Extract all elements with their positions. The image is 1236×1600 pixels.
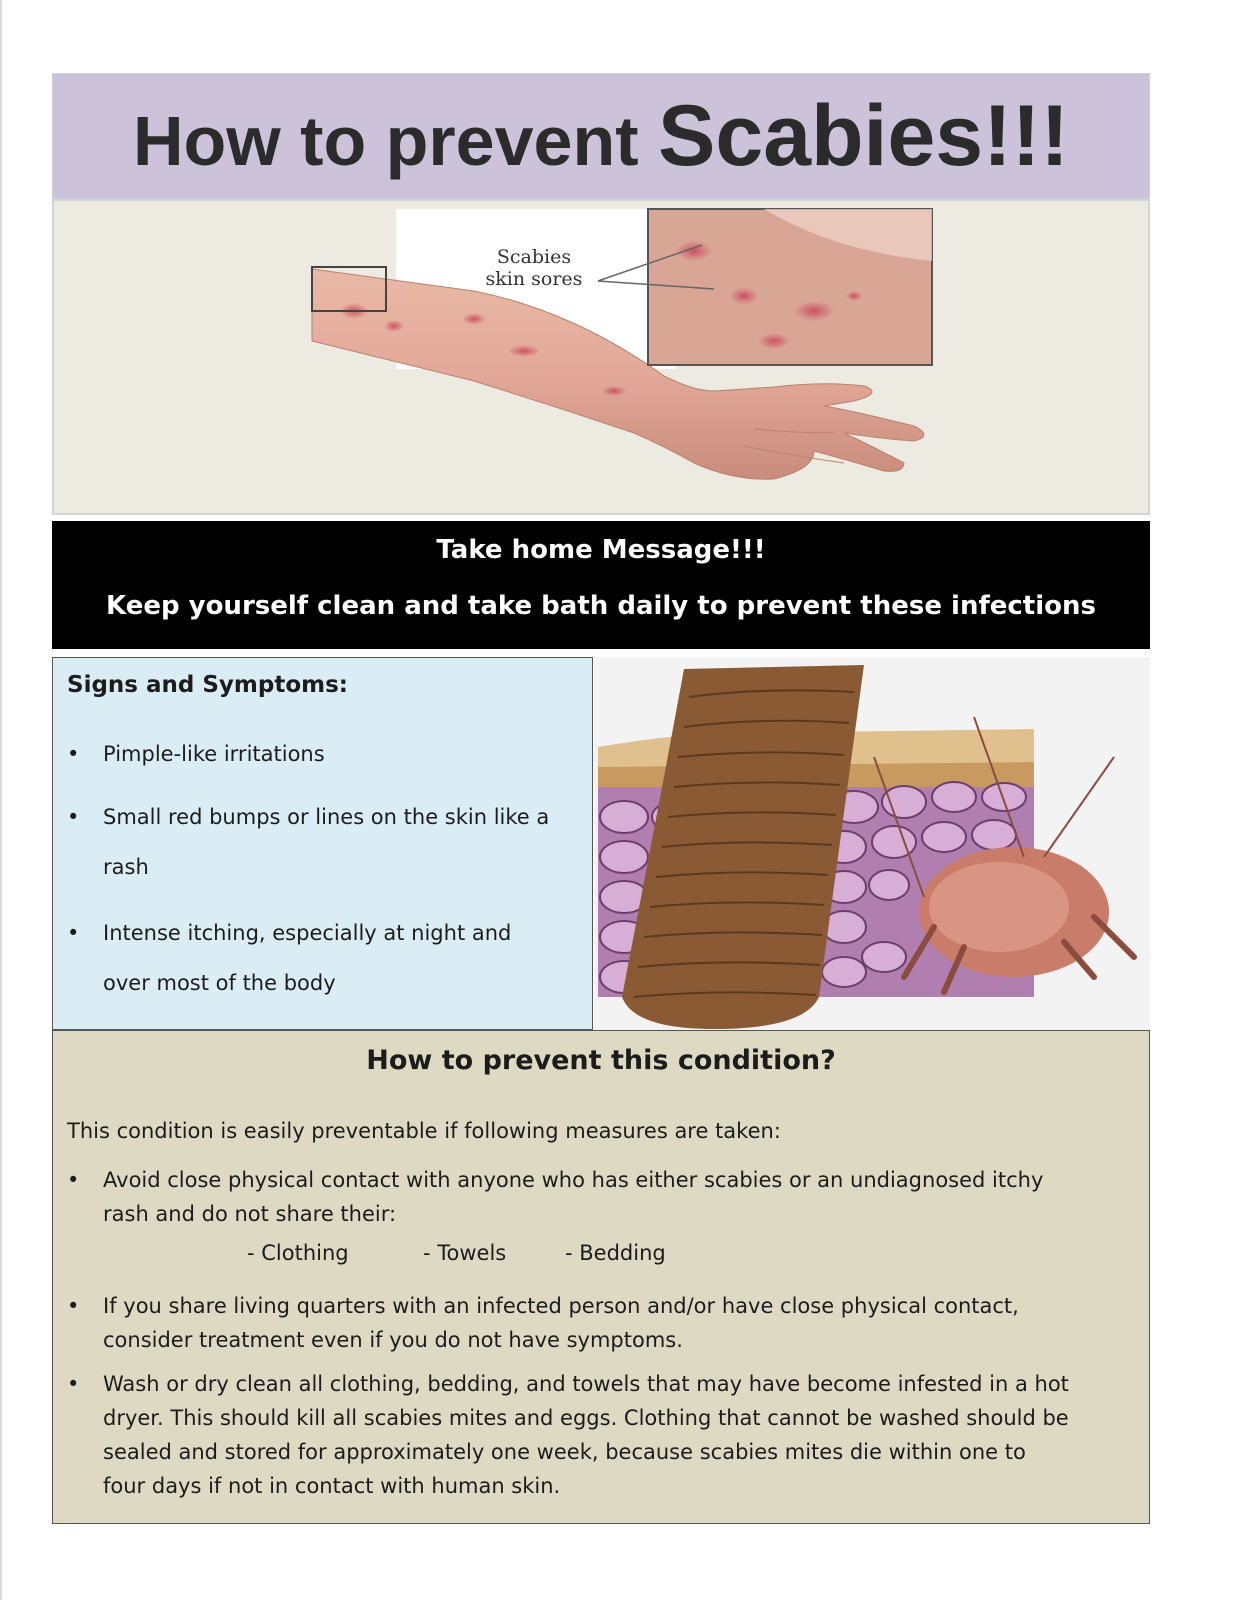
- prevention-text: dryer. This should kill all scabies mites and eggs. Clothing that cannot be washed should be: [103, 1406, 1069, 1430]
- signs-heading: Signs and Symptoms:: [67, 672, 348, 698]
- prevention-text: four days if not in contact with human skin.: [103, 1474, 561, 1498]
- page-edge: [0, 0, 2, 1600]
- callout-line-1: Scabies: [496, 246, 572, 268]
- title-banner: [52, 73, 1150, 199]
- symptom-text: rash: [103, 855, 149, 879]
- prevention-text: Wash or dry clean all clothing, bedding, and towels that may have become infested in a hot: [103, 1372, 1069, 1396]
- symptom-item: [103, 792, 583, 892]
- mite-illustration: [594, 657, 1150, 1030]
- prevention-intro: This condition is easily preventable if following measures are taken:: [67, 1119, 781, 1143]
- signs-and-symptoms-box: [52, 657, 593, 1030]
- prevention-text: consider treatment even if you do not have symptoms.: [103, 1328, 683, 1352]
- symptom-text: Pimple-like irritations: [103, 742, 325, 766]
- title-part-2: Scabies!!!: [658, 88, 1070, 184]
- shared-item-clothing: - Clothing: [247, 1241, 349, 1265]
- prevention-text: rash and do not share their:: [103, 1202, 397, 1226]
- prevention-heading: How to prevent this condition?: [366, 1045, 836, 1076]
- take-home-message: [52, 521, 1150, 649]
- prevention-text: If you share living quarters with an infected person and/or have close physical contact,: [103, 1294, 1019, 1318]
- page-title: [132, 88, 1070, 184]
- symptom-text: over most of the body: [103, 971, 336, 995]
- symptom-item: [103, 729, 583, 779]
- title-part-1: How to prevent: [132, 102, 658, 180]
- shared-item-towels: - Towels: [423, 1241, 507, 1265]
- callout-line-2: skin sores: [485, 268, 583, 290]
- prevention-item: [103, 1163, 1133, 1231]
- prevention-text: Avoid close physical contact with anyone who has either scabies or an undiagnosed itchy: [103, 1168, 1044, 1192]
- mite-drawing: [594, 657, 1150, 1030]
- prevention-item: [103, 1367, 1133, 1503]
- prevention-box: [52, 1030, 1150, 1524]
- shared-item-bedding: - Bedding: [565, 1241, 666, 1265]
- arm-drawing: [54, 201, 1148, 513]
- symptom-item: [103, 908, 583, 1008]
- arm-illustration: [52, 199, 1150, 515]
- symptom-text: Small red bumps or lines on the skin like a: [103, 805, 550, 829]
- message-heading: Take home Message!!!: [436, 535, 766, 565]
- prevention-text: sealed and stored for approximately one week, because scabies mites die within one to: [103, 1440, 1026, 1464]
- prevention-item: [103, 1289, 1133, 1357]
- message-text: Keep yourself clean and take bath daily to prevent these infections: [106, 591, 1096, 621]
- symptom-text: Intense itching, especially at night and: [103, 921, 512, 945]
